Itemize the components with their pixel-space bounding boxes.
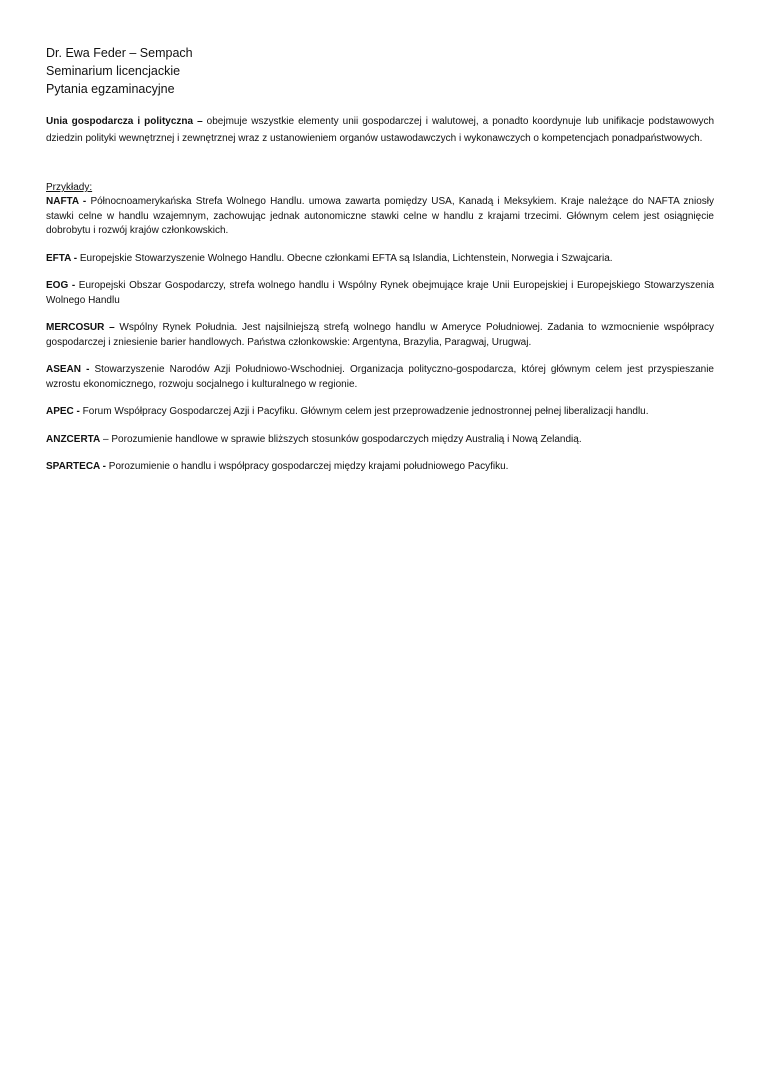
- entry-anzcerta: [46, 433, 714, 448]
- author-line: Dr. Ewa Feder – Sempach: [46, 46, 193, 60]
- course-line: Seminarium licencjackie: [46, 64, 181, 78]
- entry-mercosur: [46, 321, 714, 350]
- entry-text: Porozumienie o handlu i współpracy gospodarczej między krajami południowego Pacyfiku.: [106, 461, 509, 472]
- document-page: [46, 44, 714, 488]
- entry-term: EOG -: [46, 280, 76, 291]
- entry-term: SPARTECA -: [46, 461, 106, 472]
- entry-term: NAFTA -: [46, 196, 87, 207]
- entry-nafta: [46, 195, 714, 239]
- entry-text: Stowarzyszenie Narodów Azji Południowo-Wschodniej. Organizacja polityczno-gospodarcza, której głównym celem jest przyspieszanie wzrostu ekonomicznego, rozwoju socjalnego i kulturalnego w regionie.: [46, 364, 714, 390]
- entry-text: Wspólny Rynek Południa. Jest najsilniejszą strefą wolnego handlu w Ameryce Południowej. Zadania to wzmocnienie współpracy gospodarczej i zniesienie barier handlowych. Państwa członkowskie: Argentyna, Brazylia, Paragwaj, Urugwaj.: [46, 322, 714, 348]
- entry-eog: [46, 279, 714, 308]
- entry-term: EFTA -: [46, 252, 78, 264]
- intro-paragraph: [46, 113, 714, 147]
- entry-term: ASEAN -: [46, 364, 90, 375]
- entry-text: Forum Współpracy Gospodarczej Azji i Pacyfiku. Głównym celem jest przeprowadzenie jednostronnej pełnej liberalizacji handlu.: [79, 406, 649, 417]
- subtitle-line: Pytania egzaminacyjne: [46, 82, 175, 96]
- entry-text: – Porozumienie handlowe w sprawie bliższych stosunków gospodarczych między Australią i Nową Zelandią.: [100, 433, 582, 445]
- entry-text: Europejski Obszar Gospodarczy, strefa wolnego handlu i Wspólny Rynek obejmujące kraje Unii Europejskiej i Europejskiego Stowarzyszenia Wolnego Handlu: [46, 280, 715, 306]
- intro-text: obejmuje wszystkie elementy unii gospodarczej i walutowej, a ponadto koordynuje lub unifikacje podstawowych dziedzin polityki wewnętrznej i zewnętrznej wraz z ustanowieniem organów ustawodawczych i wykonawczych o kompetencjach ponadpaństwowych.: [46, 116, 715, 144]
- entry-text: Europejskie Stowarzyszenie Wolnego Handlu. Obecne członkami EFTA są Islandia, Lichtenstein, Norwegia i Szwajcaria.: [77, 252, 613, 264]
- entry-term: ANZCERTA: [46, 433, 101, 445]
- examples-label: Przykłady:: [46, 182, 93, 193]
- entry-sparteca: [46, 460, 714, 475]
- entry-text: Północnoamerykańska Strefa Wolnego Handlu. umowa zawarta pomiędzy USA, Kanadą i Meksykiem. Kraje należące do NAFTA zniosły stawki celne w handlu wzajemnym, zachowując jednak autonomiczne stawki celne w handlu z krajami trzecimi. Głównym celem jest osiągnięcie dobrobytu i rozwój krajów członkowskich.: [46, 196, 714, 236]
- entry-asean: [46, 363, 714, 392]
- entry-term: APEC -: [46, 406, 80, 417]
- entry-efta: [46, 252, 714, 267]
- entry-term: MERCOSUR –: [46, 322, 115, 333]
- intro-term: Unia gospodarcza i polityczna –: [46, 116, 203, 127]
- entry-apec: [46, 405, 714, 420]
